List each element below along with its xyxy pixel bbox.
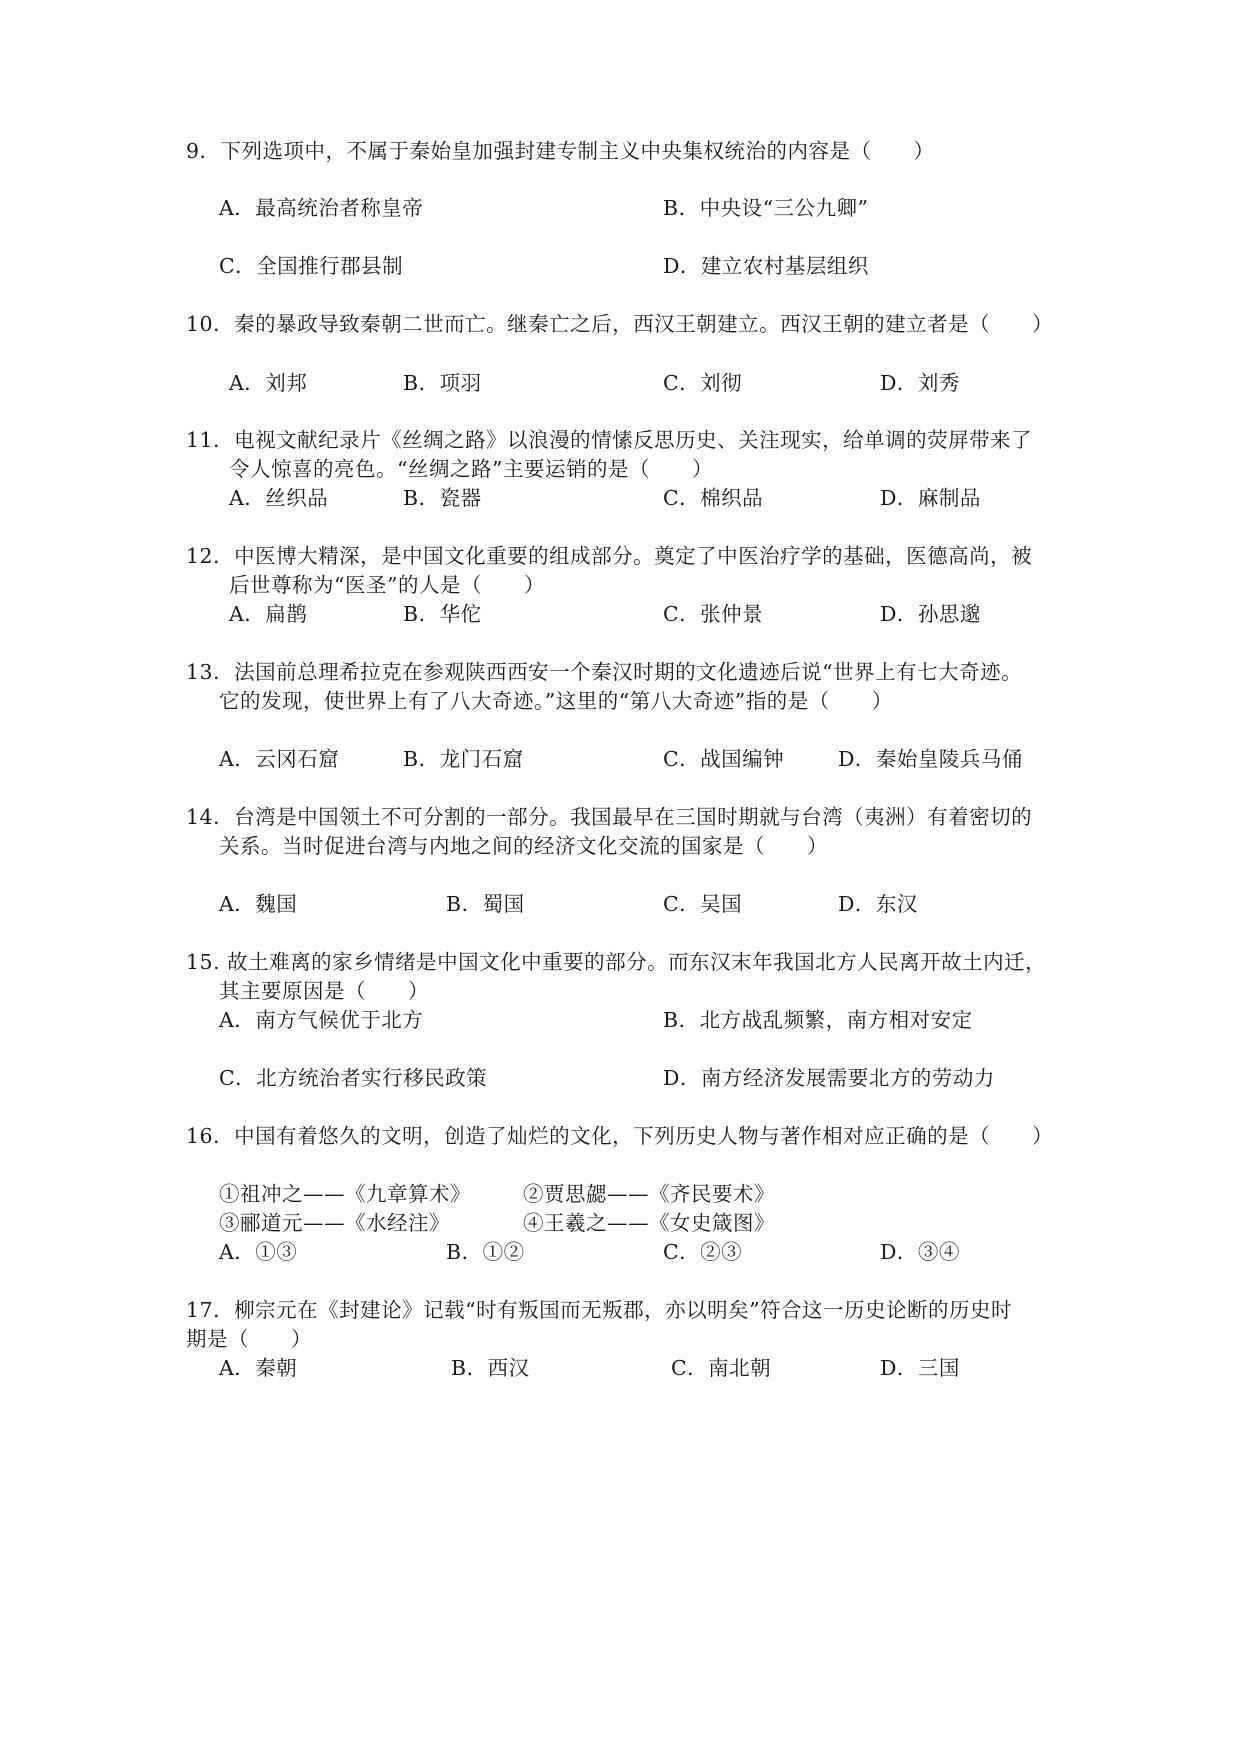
question-16-item-4: ④王羲之——《女史箴图》	[523, 1211, 775, 1235]
question-14-stem-line1: 14．台湾是中国领土不可分割的一部分。我国最早在三国时期就与台湾（夷洲）有着密切的	[186, 805, 1033, 829]
question-11-option-c: C．棉织品	[663, 486, 764, 510]
question-14-option-b: B．蜀国	[446, 892, 525, 916]
question-17-stem-line1: 17．柳宗元在《封建论》记载“时有叛国而无叛郡，亦以明矣”符合这一历史论断的历史时	[186, 1298, 1013, 1322]
question-16-item-3: ③郦道元——《水经注》	[219, 1211, 450, 1235]
question-15-option-a: A．南方气候优于北方	[219, 1008, 424, 1032]
question-15-stem-line2: 其主要原因是（ ）	[219, 979, 429, 1003]
question-13-option-b: B．龙门石窟	[403, 747, 524, 771]
question-16-option-c: C．②③	[663, 1240, 743, 1264]
question-9-option-a: A．最高统治者称皇帝	[219, 196, 424, 220]
question-16-stem: 16．中国有着悠久的文明，创造了灿烂的文化，下列历史人物与著作相对应正确的是（ ）	[186, 1124, 1054, 1148]
question-17-option-c: C．南北朝	[671, 1356, 772, 1380]
question-9-option-b: B．中央设“三公九卿”	[663, 196, 869, 220]
question-15-option-b: B．北方战乱频繁，南方相对安定	[663, 1008, 973, 1032]
question-14-stem-line2: 关系。当时促进台湾与内地之间的经济文化交流的国家是（ ）	[219, 834, 828, 858]
question-14-option-c: C．吴国	[663, 892, 743, 916]
question-16-item-1: ①祖冲之——《九章算术》	[219, 1182, 471, 1206]
question-17-option-b: B．西汉	[451, 1356, 530, 1380]
question-10-option-b: B．项羽	[403, 371, 482, 395]
question-12-option-d: D．孙思邈	[880, 602, 981, 626]
question-14-option-d: D．东汉	[838, 892, 918, 916]
question-17-option-a: A．秦朝	[219, 1356, 298, 1380]
question-16-option-a: A．①③	[219, 1240, 298, 1264]
question-10-stem: 10．秦的暴政导致秦朝二世而亡。继秦亡之后，西汉王朝建立。西汉王朝的建立者是（ ）	[186, 312, 1054, 336]
question-11-option-a: A．丝织品	[229, 486, 329, 510]
question-12-option-b: B．华佗	[403, 602, 482, 626]
question-9-option-c: C．全国推行郡县制	[219, 254, 404, 278]
question-12-stem-line1: 12．中医博大精深，是中国文化重要的组成部分。奠定了中医治疗学的基础，医德高尚，被	[186, 544, 1033, 568]
question-16-item-2: ②贾思勰——《齐民要术》	[523, 1182, 775, 1206]
question-9-stem: 9．下列选项中，不属于秦始皇加强封建专制主义中央集权统治的内容是（ ）	[186, 139, 935, 163]
question-10-option-d: D．刘秀	[880, 371, 960, 395]
question-13-option-a: A．云冈石窟	[219, 747, 340, 771]
question-11-option-d: D．麻制品	[880, 486, 981, 510]
question-11-option-b: B．瓷器	[403, 486, 482, 510]
question-17-stem-line2: 期是（ ）	[186, 1327, 312, 1351]
question-11-stem-line1: 11．电视文献纪录片《丝绸之路》以浪漫的情愫反思历史、关注现实，给单调的荧屏带来了	[186, 428, 1033, 452]
question-9-option-d: D．建立农村基层组织	[663, 254, 869, 278]
question-16-option-d: D．③④	[880, 1240, 960, 1264]
question-13-stem-line1: 13．法国前总理希拉克在参观陕西西安一个秦汉时期的文化遗迹后说“世界上有七大奇迹。	[186, 660, 1023, 684]
question-13-option-d: D．秦始皇陵兵马俑	[838, 747, 1023, 771]
question-15-option-d: D．南方经济发展需要北方的劳动力	[663, 1066, 995, 1090]
question-12-option-c: C．张仲景	[663, 602, 764, 626]
question-13-option-c: C．战国编钟	[663, 747, 785, 771]
question-10-option-c: C．刘彻	[663, 371, 743, 395]
question-15-stem-line1: 15. 故土难离的家乡情绪是中国文化中重要的部分。而东汉末年我国北方人民离开故土内迁，	[186, 950, 1047, 974]
question-17-option-d: D．三国	[880, 1356, 960, 1380]
question-12-stem-line2: 后世尊称为“医圣”的人是（ ）	[229, 573, 545, 597]
question-15-option-c: C．北方统治者实行移民政策	[219, 1066, 488, 1090]
question-13-stem-line2: 它的发现，使世界上有了八大奇迹。”这里的“第八大奇迹”指的是（ ）	[219, 689, 893, 713]
question-11-stem-line2: 令人惊喜的亮色。“丝绸之路”主要运销的是（ ）	[229, 457, 713, 481]
question-14-option-a: A．魏国	[219, 892, 298, 916]
question-10-option-a: A．刘邦	[229, 371, 308, 395]
question-12-option-a: A．扁鹊	[229, 602, 308, 626]
question-16-option-b: B．①②	[446, 1240, 525, 1264]
